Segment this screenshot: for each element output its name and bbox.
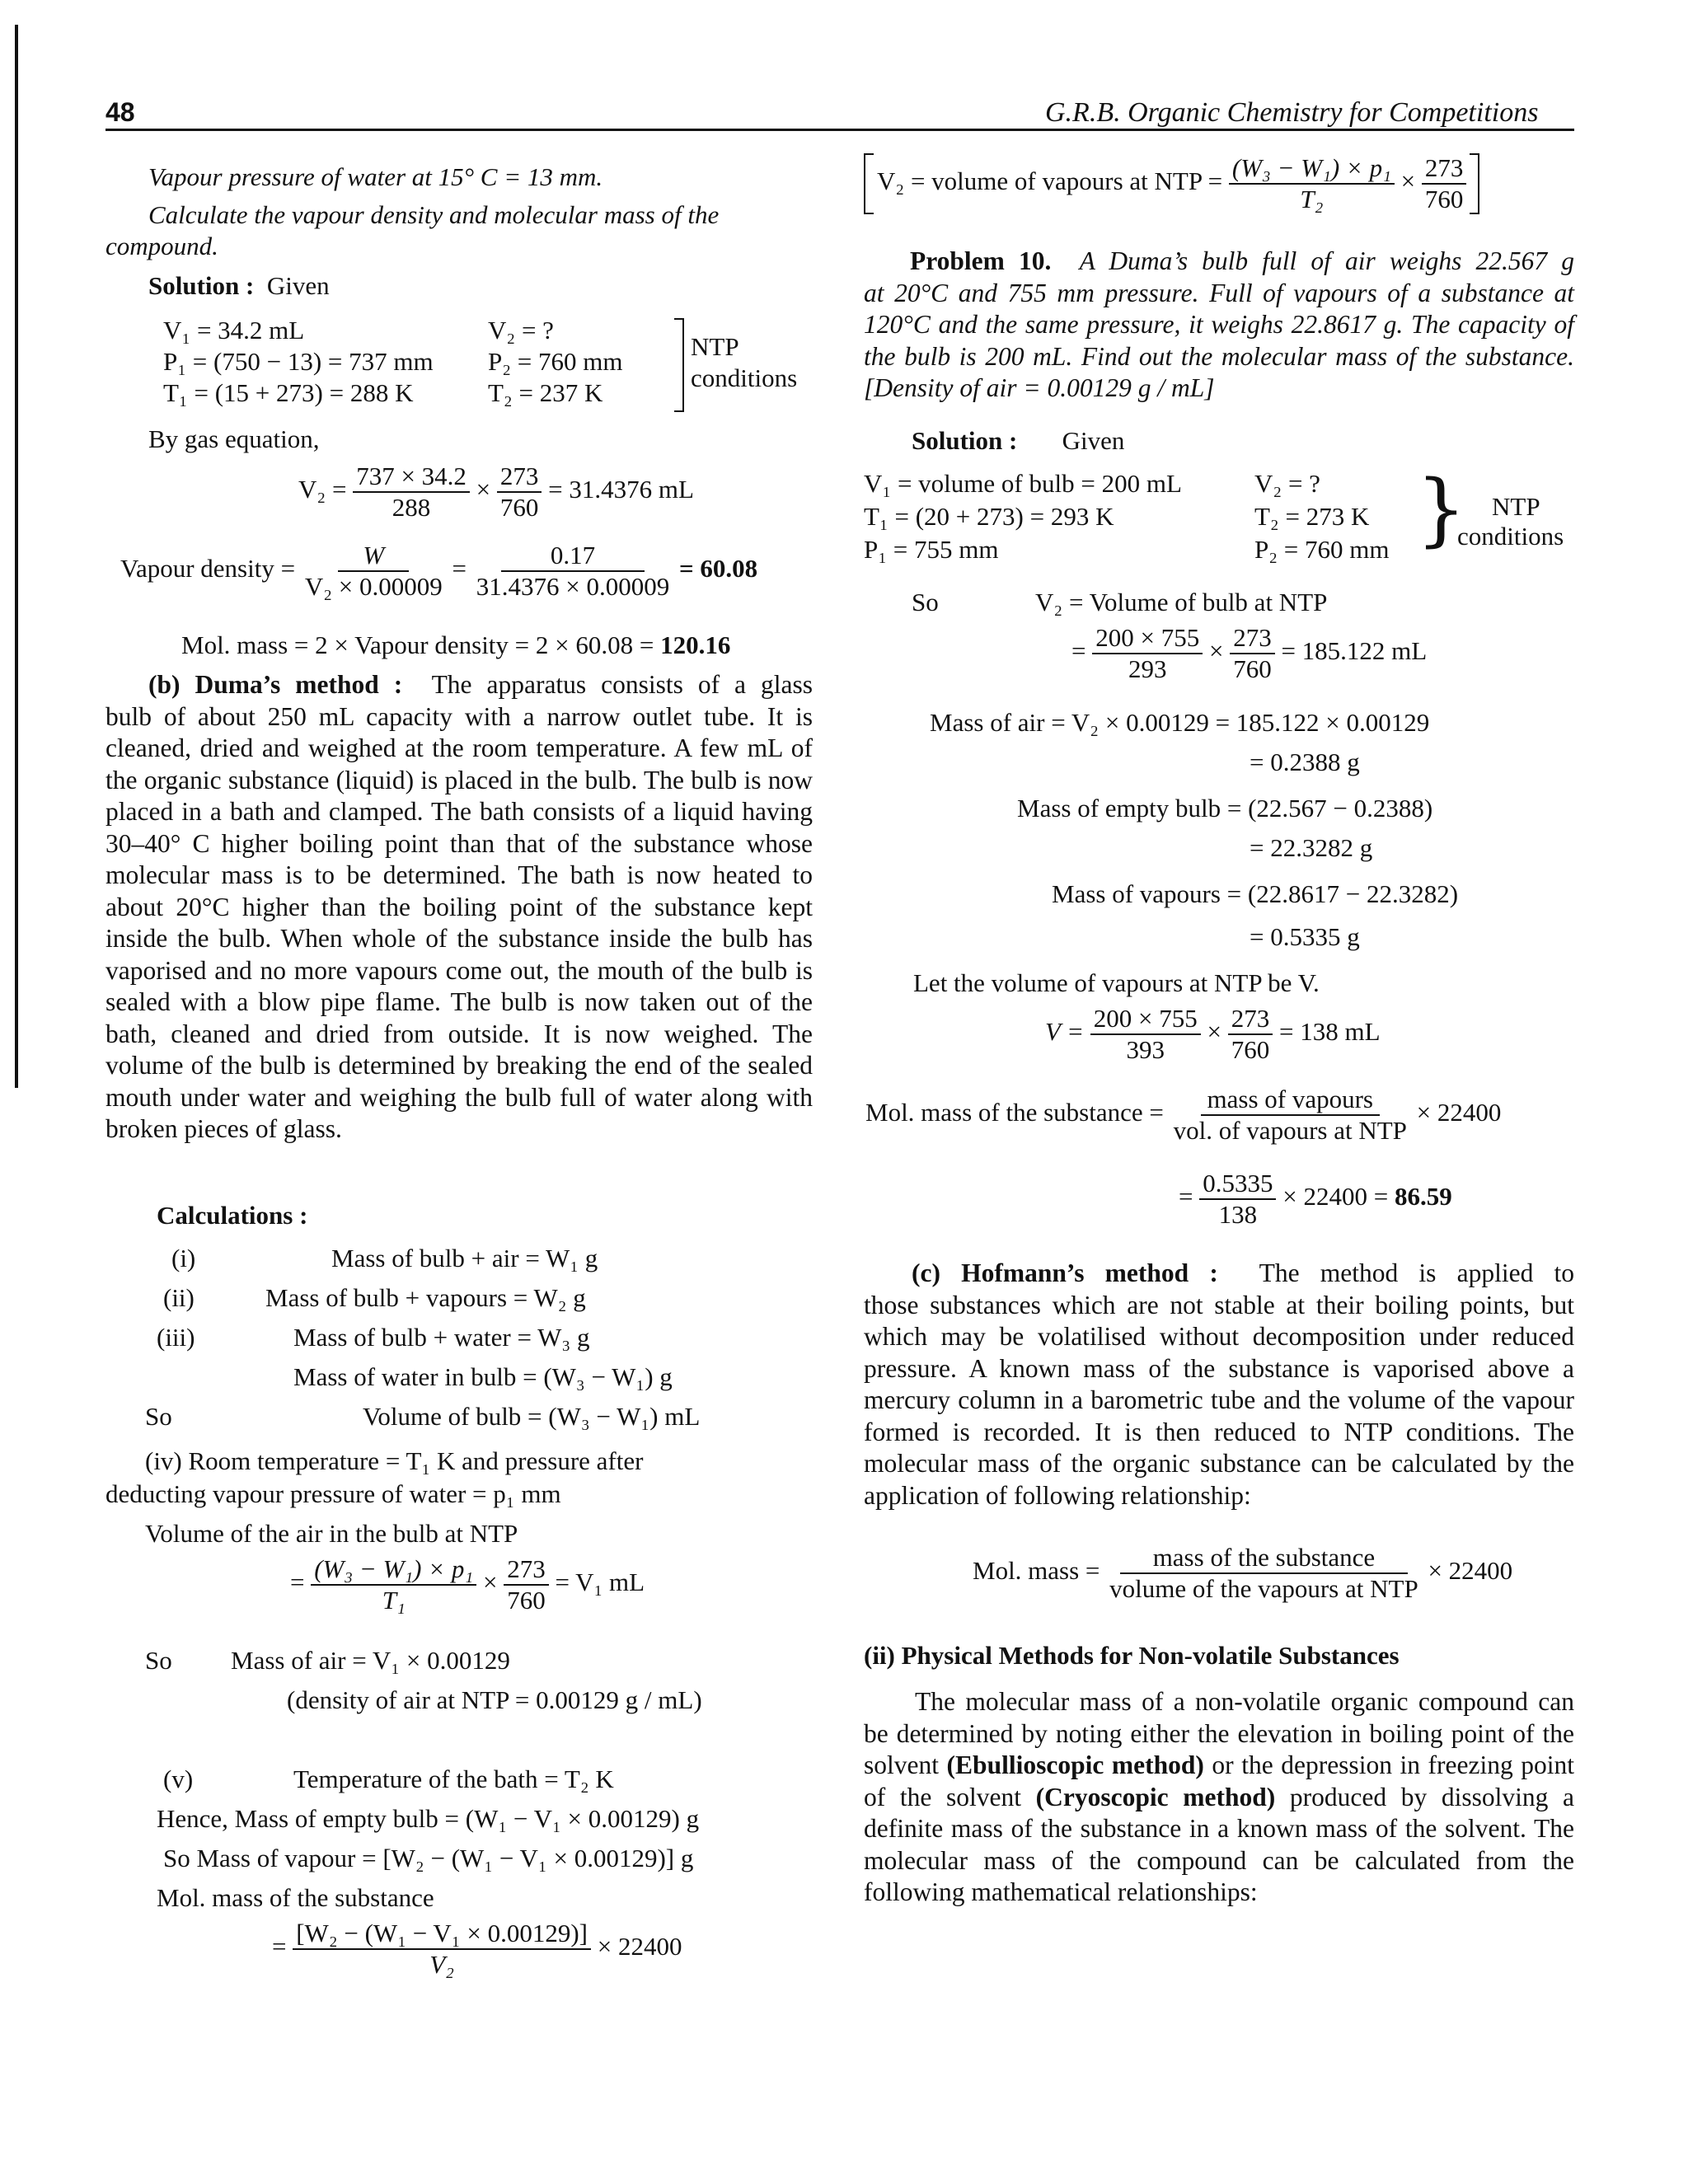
solution-heading-right: Solution : Given xyxy=(912,426,1125,455)
calc-iii-text: Mass of bulb + water = W₃ g xyxy=(293,1323,590,1352)
given-v2: V₂ = ? xyxy=(488,316,554,344)
given-p1: P₁ = (750 − 13) = 737 mm xyxy=(163,347,434,376)
calculations-heading: Calculations : xyxy=(157,1201,308,1230)
mol-mass-formula-right: Mol. mass of the substance = $\frac{\text{mass of vapours}}{\text{vol. of vapours at NTP}}$ × 22400 xyxy=(865,1085,1502,1145)
ntp-conditions-label: conditions xyxy=(691,363,798,392)
calc-ii-number: (ii) xyxy=(163,1283,195,1312)
let-volume-line: Let the volume of vapours at NTP be V. xyxy=(913,968,1320,997)
given-p2-right: P₂ = 760 mm xyxy=(1254,535,1390,564)
given-v1: V₁ = 34.2 mL xyxy=(163,316,305,344)
so-label-1: So xyxy=(145,1402,172,1431)
problem-10-paragraph: Problem 10. A Duma’s bulb full of air weighs 22.567 g at 20°C and 755 mm pressure. Full of vapours of a substance at 120°C and the same pressure, it weighs 22.8617 g. The capacity of the bulb is 200 mL. Find out the molecular mass of the substance. [Density of air = 0.00129 g / mL] xyxy=(864,246,1574,402)
ntp-brace: } xyxy=(1416,463,1467,555)
v2-equation: V₂ = $\frac{737 \times 34.2}{288}$ × $\frac{273}{760}$ = 31.4376 mL xyxy=(298,462,694,522)
vapour-mass-right: Mass of vapours = (22.8617 − 22.3282) xyxy=(1052,879,1459,908)
vapour-pressure-line: Vapour pressure of water at 15° C = 13 mm. xyxy=(148,162,603,191)
physical-methods-paragraph: The molecular mass of a non-volatile organic compound can be determined by noting either the elevation in boiling point of the solvent (Ebullioscopic method) or the depression in freezing point of the solvent (Cryoscopic method) produced by dissolving a definite mass of the substance in a known mass of the solvent. The molecular mass of the compound can be calculated from the following mathematical relationships: xyxy=(864,1687,1575,1906)
ntp-conditions-right: conditions xyxy=(1457,522,1564,551)
header-rule xyxy=(106,129,1574,131)
given-p1-right: P₁ = 755 mm xyxy=(864,535,999,564)
calc-ii-text: Mass of bulb + vapours = W₂ g xyxy=(265,1283,586,1312)
hofmann-method-paragraph: (c) Hofmann’s method : The method is applied to those substances which are not stable at their boiling points, but which may be volatilised without decomposition under reduced pressure. A known mass of the substance is vaporised above a mercury column in a barometric tube and the volume of the vapour formed is recorded. It is then reduced to NTP conditions. The molecular mass of the organic substance can be calculated by the application of following relationship: xyxy=(864,1258,1575,1510)
calc-water-mass: Mass of water in bulb = (W₃ − W₁) g xyxy=(293,1362,673,1391)
v2-volume-of-bulb: V₂ = Volume of bulb at NTP xyxy=(1035,588,1328,616)
v2-calculation-right: = $\frac{200 \times 755}{293}$ × $\frac{273}{760}$ = 185.122 mL xyxy=(1071,623,1428,683)
given-t2-right: T₂ = 273 K xyxy=(1254,502,1370,531)
mass-of-air-right: Mass of air = V₂ × 0.00129 = 185.122 × 0.00129 xyxy=(930,708,1430,737)
calc-i-text: Mass of bulb + air = W₁ g xyxy=(331,1244,598,1272)
calc-i-number: (i) xyxy=(171,1244,196,1272)
vapour-mass-line: So Mass of vapour = [W₂ − (W₁ − V₁ × 0.00129)] g xyxy=(163,1844,694,1872)
so-label-2: So xyxy=(145,1646,172,1675)
calc-iii-number: (iii) xyxy=(157,1323,195,1352)
empty-bulb-mass-line: Hence, Mass of empty bulb = (W₁ − V₁ × 0.00129) g xyxy=(157,1804,700,1833)
given-p2: P₂ = 760 mm xyxy=(488,347,623,376)
solution-heading: Solution : Given xyxy=(148,271,330,300)
vapour-density-equation: Vapour density = $\frac{W}{\text{V₂ × 0.00009}}$ = $\frac{0.17}{31.4376 \times 0.00009}$ = 60.08 xyxy=(120,541,758,601)
empty-bulb-mass-right: Mass of empty bulb = (22.567 − 0.2388) xyxy=(1017,794,1433,823)
final-mol-mass-equation: = $\frac{\text{[W₂ − (W₁ − V₁ × 0.00129)]}}{\text{V₂}}$ × 22400 xyxy=(272,1919,682,1979)
ntp-bracket xyxy=(674,318,684,412)
empty-bulb-result: = 22.3282 g xyxy=(1250,833,1373,862)
so-label-right: So xyxy=(912,588,939,616)
question-line-end: compound. xyxy=(106,232,218,260)
running-title: G.R.B. Organic Chemistry for Competitions xyxy=(1045,97,1539,128)
mol-mass-result: Mol. mass = 2 × Vapour density = 2 × 60.08 = 120.16 xyxy=(181,630,731,659)
physical-methods-heading: (ii) Physical Methods for Non-volatile Substances xyxy=(864,1641,1400,1670)
given-bulb-volume: V₁ = volume of bulb = 200 mL xyxy=(864,469,1182,498)
given-t1-right: T₁ = (20 + 273) = 293 K xyxy=(864,502,1114,531)
mass-of-air-line: Mass of air = V₁ × 0.00129 xyxy=(231,1646,510,1675)
calc-bulb-volume: Volume of bulb = (W₃ − W₁) mL xyxy=(363,1402,701,1431)
hofmann-mol-mass-formula: Mol. mass = $\frac{\text{mass of the substance}}{\text{volume of the vapours at NTP}}$ × 22400 xyxy=(973,1543,1513,1603)
density-of-air-note: (density of air at NTP = 0.00129 g / mL) xyxy=(287,1685,702,1714)
given-v2-right: V₂ = ? xyxy=(1254,469,1320,498)
calc-iv-line: (iv) Room temperature = T₁ K and pressure after xyxy=(145,1446,644,1475)
calc-v-text: Temperature of the bath = T₂ K xyxy=(293,1765,614,1793)
gas-equation-label: By gas equation, xyxy=(148,424,320,453)
given-t1: T₁ = (15 + 273) = 288 K xyxy=(163,378,414,407)
vapour-mass-result: = 0.5335 g xyxy=(1250,922,1360,951)
air-volume-label: Volume of the air in the bulb at NTP xyxy=(145,1519,518,1548)
air-volume-equation: = $\frac{\text{(W₃ − W₁) × p₁}}{\text{T₁}}$ × $\frac{273}{760}$ = V₁ mL xyxy=(290,1554,645,1615)
given-t2: T₂ = 237 K xyxy=(488,378,603,407)
page-edge-rule xyxy=(15,25,18,1088)
mol-mass-result-right: = $\frac{0.5335}{138}$ × 22400 = 86.59 xyxy=(1179,1169,1452,1229)
page-number: 48 xyxy=(106,97,135,127)
ntp-label: NTP xyxy=(691,332,739,361)
mol-mass-substance-label: Mol. mass of the substance xyxy=(157,1883,434,1912)
duma-method-paragraph: (b) Duma’s method : The apparatus consists of a glass bulb of about 250 mL capacity with a narrow outlet tube. It is cleaned, dried and weighed at the room temperature. A few mL of the organic substance (liquid) is placed in the bulb. The bulb is now placed in a bath and clamped. The bath consists of a liquid having 30–40° C higher boiling point than that of the substance whose molecular mass is to be determined. The bath is now heated to about 20°C higher than the boiling point of the substance kept inside the bulb. When whole of the substance inside the bulb has vaporised and no more vapours come out, the mouth of the bulb is sealed with a blow pipe flame. The bulb is now taken out of the bath, cleaned and dried from outside. It is now weighed. The volume of the bulb is determined by breaking the end of the sealed mouth under water and weighing the bulb full of water along with broken pieces of glass. xyxy=(106,670,813,1143)
mass-of-air-result: = 0.2388 g xyxy=(1250,748,1360,776)
question-line: Calculate the vapour density and molecular mass of the xyxy=(148,200,720,229)
calc-iv-line-2: deducting vapour pressure of water = p₁ mm xyxy=(106,1479,561,1508)
calc-v-number: (v) xyxy=(163,1765,194,1793)
ntp-label-right: NTP xyxy=(1492,492,1540,521)
v-calculation: V = $\frac{200 \times 755}{393}$ × $\frac{273}{760}$ = 138 mL xyxy=(1045,1004,1381,1064)
v2-bracket-equation: V₂ = volume of vapours at NTP = $\frac{\text{(W₃ − W₁) × p₁}}{\text{T₂}}$ × $\frac{273}{760}$ xyxy=(864,153,1479,214)
